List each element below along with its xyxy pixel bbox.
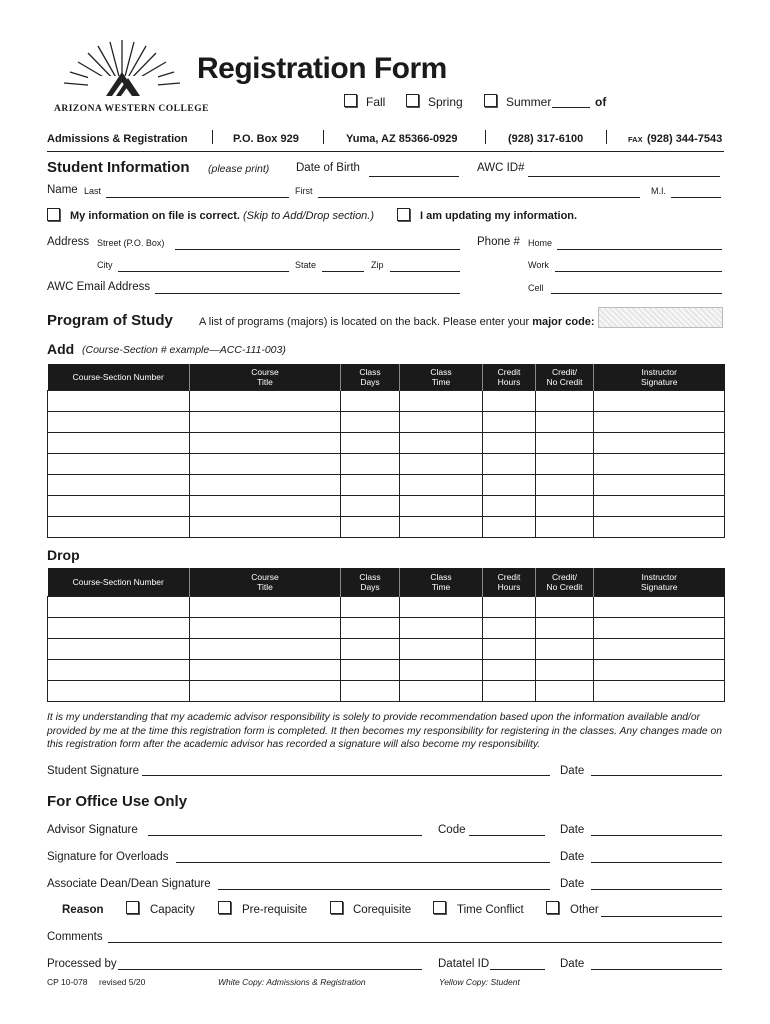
table-cell[interactable] — [190, 680, 341, 701]
table-cell[interactable] — [594, 516, 725, 537]
table-cell[interactable] — [594, 596, 725, 617]
dean-date-label: Date — [560, 878, 585, 890]
table-cell[interactable] — [536, 432, 594, 453]
table-cell[interactable] — [48, 516, 190, 537]
table-cell[interactable] — [483, 390, 536, 411]
time-conflict-checkbox[interactable] — [433, 901, 446, 914]
table-cell[interactable] — [400, 474, 483, 495]
email-label: AWC Email Address — [47, 281, 151, 293]
cell-phone-field[interactable] — [551, 282, 722, 294]
col-course-section: Course-Section Number — [48, 568, 190, 596]
mi-label: M.I. — [651, 186, 666, 196]
advisor-signature-label: Advisor Signature — [47, 824, 138, 836]
table-row — [48, 411, 725, 432]
table-row — [48, 390, 725, 411]
col-course-title: Course Title — [190, 364, 341, 390]
corequisite-label: Corequisite — [353, 904, 412, 916]
table-cell[interactable] — [48, 453, 190, 474]
comments-label: Comments — [47, 931, 103, 943]
col-course-section: Course-Section Number — [48, 364, 190, 390]
city-label: City — [97, 260, 113, 270]
table-cell[interactable] — [400, 680, 483, 701]
awc-id-field[interactable] — [528, 165, 720, 177]
table-cell[interactable] — [48, 659, 190, 680]
code-field[interactable] — [469, 824, 545, 836]
divider — [606, 130, 607, 144]
address-label: Address — [47, 236, 90, 248]
reason-label: Reason — [62, 904, 104, 916]
add-heading: Add — [47, 341, 75, 357]
table-cell[interactable] — [190, 516, 341, 537]
updating-info-label: I am updating my information. — [420, 210, 578, 222]
table-cell[interactable] — [594, 659, 725, 680]
summer-label: Summer — [506, 95, 552, 109]
table-cell[interactable] — [400, 516, 483, 537]
table-cell[interactable] — [48, 596, 190, 617]
table-cell[interactable] — [341, 659, 400, 680]
table-cell[interactable] — [400, 411, 483, 432]
col-credit-hours: Credit Hours — [483, 364, 536, 390]
divider — [212, 130, 213, 144]
table-cell[interactable] — [341, 617, 400, 638]
first-name-field[interactable] — [318, 186, 640, 198]
contact-po: P.O. Box 929 — [233, 133, 299, 145]
col-class-days: Class Days — [341, 364, 400, 390]
drop-table — [47, 568, 725, 702]
state-field[interactable] — [322, 260, 364, 272]
col-credit-hours: Credit Hours — [483, 568, 536, 596]
contact-phone: (928) 317-6100 — [508, 133, 584, 145]
comments-field[interactable] — [108, 931, 722, 943]
form-revised: revised 5/20 — [99, 977, 146, 987]
table-cell[interactable] — [190, 390, 341, 411]
last-label: Last — [84, 186, 102, 196]
fall-label: Fall — [366, 95, 386, 109]
divider — [485, 130, 486, 144]
table-cell[interactable] — [341, 432, 400, 453]
info-correct-label — [70, 210, 374, 222]
table-row — [48, 495, 725, 516]
email-field[interactable] — [155, 282, 460, 294]
summer-year-field[interactable] — [552, 96, 590, 108]
name-label: Name — [47, 184, 78, 196]
spring-checkbox[interactable] — [406, 94, 419, 107]
table-cell[interactable] — [400, 617, 483, 638]
form-code: CP 10-078 — [47, 977, 88, 987]
table-cell[interactable] — [48, 617, 190, 638]
table-cell[interactable] — [536, 411, 594, 432]
other-label: Other — [570, 904, 599, 916]
awc-id-label: AWC ID# — [477, 162, 525, 174]
updating-info-checkbox[interactable] — [397, 208, 410, 221]
table-cell[interactable] — [190, 495, 341, 516]
first-label: First — [295, 186, 313, 196]
col-class-time: Class Time — [400, 568, 483, 596]
overloads-field[interactable] — [176, 851, 550, 863]
table-cell[interactable] — [48, 411, 190, 432]
processed-date-field[interactable] — [591, 958, 722, 970]
table-cell[interactable] — [536, 474, 594, 495]
contact-dept: Admissions & Registration — [47, 133, 188, 145]
info-correct-checkbox[interactable] — [47, 208, 60, 221]
table-row — [48, 659, 725, 680]
table-cell[interactable] — [594, 638, 725, 659]
info-correct-text: My information on file is correct. — [70, 210, 240, 222]
table-cell[interactable] — [48, 474, 190, 495]
table-row — [48, 516, 725, 537]
table-row — [48, 453, 725, 474]
table-cell[interactable] — [400, 659, 483, 680]
student-date-label: Date — [560, 765, 585, 777]
table-cell[interactable] — [400, 638, 483, 659]
table-cell[interactable] — [341, 411, 400, 432]
table-cell[interactable] — [190, 638, 341, 659]
table-cell[interactable] — [341, 680, 400, 701]
table-cell[interactable] — [483, 680, 536, 701]
table-cell[interactable] — [341, 596, 400, 617]
processed-by-field[interactable] — [118, 958, 422, 970]
capacity-label: Capacity — [150, 904, 195, 916]
table-cell[interactable] — [483, 659, 536, 680]
program-note: A list of programs (majors) is located on the back. Please enter your — [199, 316, 530, 328]
major-code-label: major code: — [532, 316, 595, 328]
please-print-note: (please print) — [208, 163, 270, 175]
work-phone-field[interactable] — [555, 260, 722, 272]
summer-checkbox[interactable] — [484, 94, 497, 107]
table-cell[interactable] — [48, 495, 190, 516]
overloads-date-label: Date — [560, 851, 585, 863]
zip-label: Zip — [371, 260, 384, 270]
advisor-date-field[interactable] — [591, 824, 722, 836]
prerequisite-checkbox[interactable] — [218, 901, 231, 914]
white-copy-note: White Copy: Admissions & Registration — [218, 977, 366, 987]
student-signature-field[interactable] — [142, 764, 550, 776]
table-cell[interactable] — [594, 390, 725, 411]
table-cell[interactable] — [536, 680, 594, 701]
table-cell[interactable] — [483, 411, 536, 432]
add-table — [47, 364, 725, 538]
prerequisite-label: Pre-requisite — [242, 904, 308, 916]
cell-phone-label: Cell — [528, 283, 544, 293]
last-name-field[interactable] — [106, 186, 289, 198]
processed-by-label: Processed by — [47, 958, 117, 970]
work-phone-label: Work — [528, 260, 549, 270]
home-phone-label: Home — [528, 238, 553, 248]
phone-label: Phone # — [477, 236, 520, 248]
table-cell[interactable] — [400, 453, 483, 474]
table-cell[interactable] — [594, 617, 725, 638]
table-cell[interactable] — [190, 453, 341, 474]
table-cell[interactable] — [483, 432, 536, 453]
dean-date-field[interactable] — [591, 878, 722, 890]
office-heading: For Office Use Only — [47, 793, 188, 810]
home-phone-field[interactable] — [557, 238, 722, 250]
contact-fax-prefix: FAX — [628, 135, 643, 144]
table-cell[interactable] — [190, 474, 341, 495]
table-cell[interactable] — [483, 474, 536, 495]
table-row — [48, 474, 725, 495]
overloads-label: Signature for Overloads — [47, 851, 169, 863]
table-cell[interactable] — [594, 474, 725, 495]
col-instructor-signature: Instructor Signature — [594, 364, 725, 390]
code-label: Code — [438, 824, 466, 836]
table-cell[interactable] — [190, 659, 341, 680]
overloads-date-field[interactable] — [591, 851, 722, 863]
student-info-heading: Student Information — [47, 159, 190, 176]
table-cell[interactable] — [594, 411, 725, 432]
table-cell[interactable] — [594, 453, 725, 474]
college-name: ARIZONA WESTERN COLLEGE — [54, 104, 209, 114]
col-credit-no-credit: Credit/ No Credit — [536, 568, 594, 596]
advisor-signature-field[interactable] — [148, 824, 422, 836]
table-cell[interactable] — [341, 638, 400, 659]
table-row — [48, 638, 725, 659]
capacity-checkbox[interactable] — [126, 901, 139, 914]
street-label: Street (P.O. Box) — [97, 238, 165, 248]
dean-signature-field[interactable] — [218, 878, 550, 890]
table-cell[interactable] — [190, 411, 341, 432]
col-instructor-signature: Instructor Signature — [594, 568, 725, 596]
table-row — [48, 617, 725, 638]
header-rule — [47, 151, 724, 152]
of-label: of — [595, 95, 607, 109]
dob-field[interactable] — [369, 165, 459, 177]
dean-signature-label: Associate Dean/Dean Signature — [47, 878, 211, 890]
advisor-date-label: Date — [560, 824, 585, 836]
student-signature-label: Student Signature — [47, 765, 140, 777]
table-cell[interactable] — [341, 453, 400, 474]
table-cell[interactable] — [190, 432, 341, 453]
table-cell[interactable] — [483, 638, 536, 659]
yellow-copy-note: Yellow Copy: Student — [439, 977, 520, 987]
major-code-field[interactable] — [598, 307, 723, 328]
table-cell[interactable] — [594, 432, 725, 453]
table-cell[interactable] — [536, 453, 594, 474]
program-heading: Program of Study — [47, 312, 173, 329]
table-cell[interactable] — [536, 495, 594, 516]
disclaimer-text: It is my understanding that my academic advisor responsibility is solely to provide recommendation based upon the information available and/or provided by me at the time this registration form is completed. It then becomes my responsibility for registering in the classes. Any changes made on this registration form after the academic advisor has recorded a signature will also become my responsibility. — [47, 712, 722, 751]
table-cell[interactable] — [400, 432, 483, 453]
college-logo — [48, 38, 209, 118]
contact-fax: (928) 344-7543 — [647, 133, 723, 145]
table-cell[interactable] — [341, 495, 400, 516]
table-cell[interactable] — [483, 453, 536, 474]
corequisite-checkbox[interactable] — [330, 901, 343, 914]
table-cell[interactable] — [48, 680, 190, 701]
student-date-field[interactable] — [591, 764, 722, 776]
other-field[interactable] — [601, 905, 722, 917]
table-cell[interactable] — [483, 495, 536, 516]
form-title: Registration Form — [197, 52, 447, 85]
table-cell[interactable] — [594, 680, 725, 701]
fall-checkbox[interactable] — [344, 94, 357, 107]
datatel-id-label: Datatel ID — [438, 958, 490, 970]
col-class-time: Class Time — [400, 364, 483, 390]
table-cell[interactable] — [483, 596, 536, 617]
table-cell[interactable] — [48, 638, 190, 659]
table-row — [48, 432, 725, 453]
street-field[interactable] — [175, 238, 460, 250]
table-cell[interactable] — [483, 516, 536, 537]
table-cell[interactable] — [190, 596, 341, 617]
col-credit-no-credit: Credit/ No Credit — [536, 364, 594, 390]
table-cell[interactable] — [48, 432, 190, 453]
drop-heading: Drop — [47, 547, 80, 563]
table-cell[interactable] — [536, 596, 594, 617]
table-cell[interactable] — [536, 659, 594, 680]
table-row — [48, 596, 725, 617]
table-cell[interactable] — [536, 390, 594, 411]
contact-city: Yuma, AZ 85366-0929 — [346, 133, 458, 145]
table-cell[interactable] — [190, 617, 341, 638]
table-cell[interactable] — [341, 516, 400, 537]
sunburst-logo-icon — [48, 38, 198, 108]
divider — [323, 130, 324, 144]
city-field[interactable] — [118, 260, 289, 272]
skip-note: (Skip to Add/Drop section.) — [242, 210, 375, 222]
mi-field[interactable] — [671, 186, 721, 198]
spring-label: Spring — [428, 95, 463, 109]
table-cell[interactable] — [400, 390, 483, 411]
table-row — [48, 680, 725, 701]
processed-date-label: Date — [560, 958, 585, 970]
col-course-title: Course Title — [190, 568, 341, 596]
table-cell[interactable] — [341, 474, 400, 495]
datatel-id-field[interactable] — [490, 958, 545, 970]
table-cell[interactable] — [594, 495, 725, 516]
col-class-days: Class Days — [341, 568, 400, 596]
table-cell[interactable] — [341, 390, 400, 411]
table-cell[interactable] — [48, 390, 190, 411]
table-cell[interactable] — [400, 596, 483, 617]
table-cell[interactable] — [483, 617, 536, 638]
table-cell[interactable] — [400, 495, 483, 516]
table-cell[interactable] — [536, 638, 594, 659]
dob-label: Date of Birth — [296, 162, 360, 174]
table-cell[interactable] — [536, 617, 594, 638]
zip-field[interactable] — [390, 260, 460, 272]
table-cell[interactable] — [536, 516, 594, 537]
state-label: State — [295, 260, 317, 270]
time-conflict-label: Time Conflict — [457, 904, 524, 916]
add-example: (Course-Section # example—ACC-111-003) — [82, 344, 286, 356]
other-checkbox[interactable] — [546, 901, 559, 914]
program-text — [199, 316, 595, 328]
